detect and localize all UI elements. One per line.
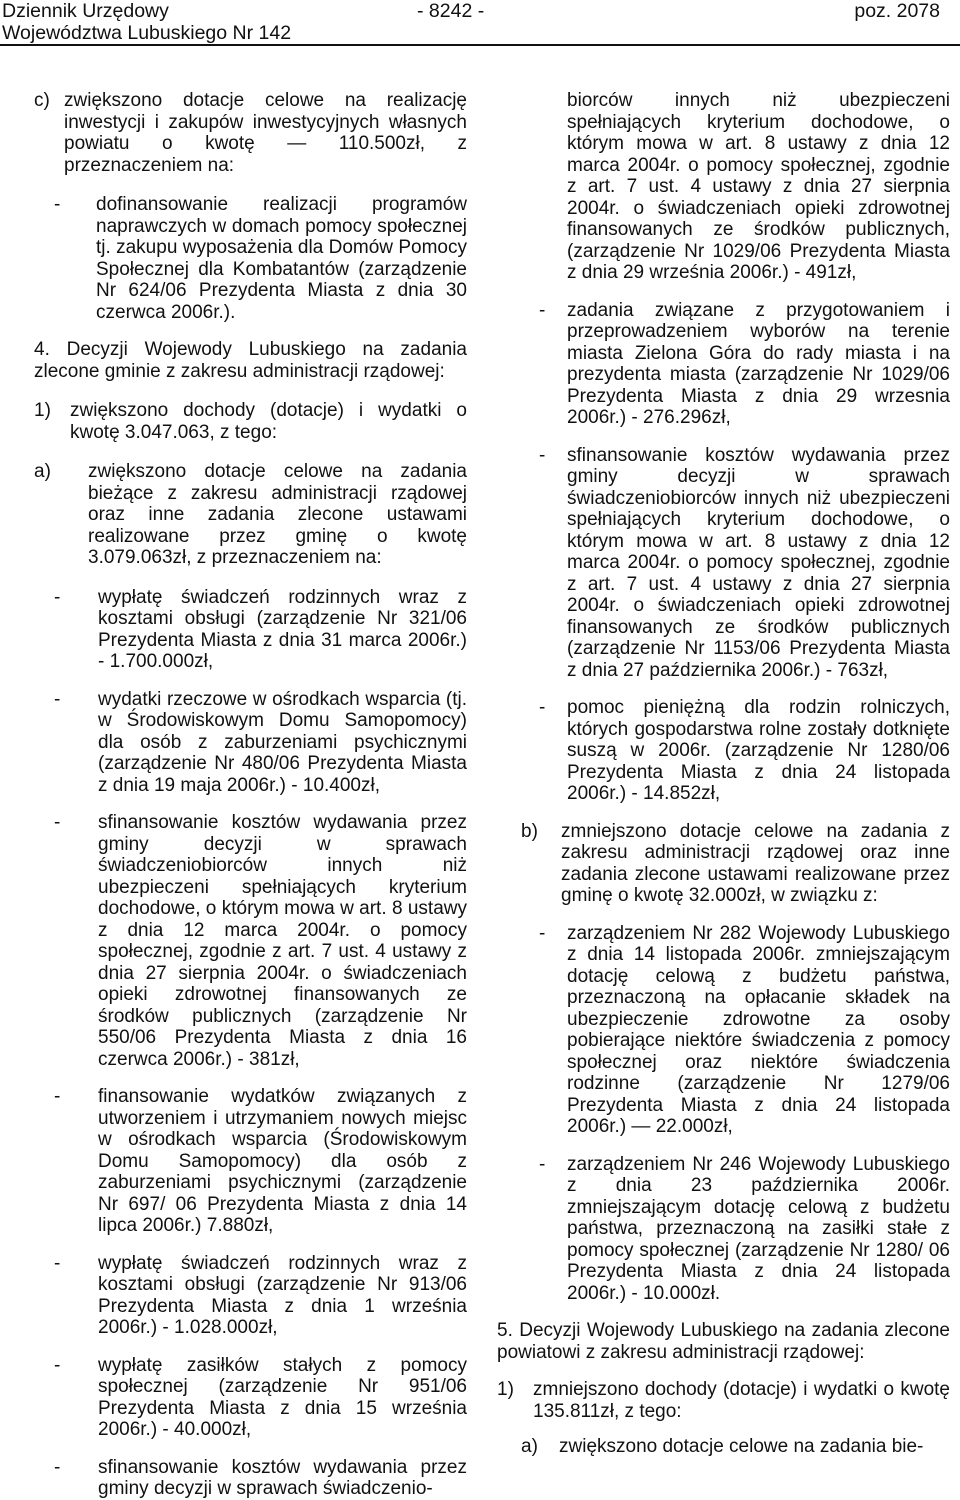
item-b [497, 821, 950, 907]
section-4-heading: 4. Decyzji Wojewody Lubuskiego na zadania zlecone gminie z zakresu administracji rządowej: [34, 339, 467, 382]
dash-marker: - [54, 586, 61, 608]
item-a [497, 1436, 950, 1458]
dash-item [34, 587, 467, 673]
dash-text: wypłatę zasiłków stałych z pomocy społecznej (zarządzenie Nr 951/06 Prezydenta Miasta z dnia 15 września 2006r.) - 40.000zł, [98, 1354, 467, 1440]
continuation-text [497, 90, 950, 284]
item-text: zmniejszono dochody (dotacje) i wydatki o kwotę 135.811zł, z tego: [533, 1379, 950, 1422]
dash-text: zadania związane z przygotowaniem i przeprowadzeniem wyborów na terenie miasta Zielona Góra do rady miasta i na prezydenta miasta (zarządzenie Nr 1029/06 Prezydenta Miasta z dnia 29 wrzesnia 2006r.) - 276.296zł, [567, 299, 950, 428]
dash-marker: - [54, 1252, 61, 1274]
header-rule [0, 44, 960, 46]
position-number: poz. 2078 [854, 0, 940, 22]
dash-text: biorców innych niż ubezpieczeni spełniających kryterium dochodowe, o którym mowa w art. 8 ustawy z dnia 12 marca 2004r. o pomocy społecznej, zgodnie z art. 7 ust. 4 ustawy z dnia 27 sierpnia 2004r. o świadczeniach opieki zdrowotnej finansowanych ze środków publicznych, (zarządzenie Nr 1029/06 Prezydenta Miasta z dnia 29 września 2006r.) - 491zł, [567, 90, 950, 283]
item-marker: c) [34, 90, 50, 111]
item-marker: a) [34, 461, 51, 482]
dash-marker: - [54, 194, 61, 215]
dash-text: zarządzeniem Nr 246 Wojewody Lubuskiego z dnia 23 października 2006r. zmniejszającym dotację celową z budżetu państwa, przeznaczoną na zasiłki stałe z pomocy społecznej (zarządzenie Nr 1280/ 06 Prezydenta Miasta z dnia 24 listopada 2006r.) - 10.000zł. [567, 1153, 950, 1304]
dash-item [497, 1154, 950, 1305]
dash-item [34, 1253, 467, 1339]
dash-text: wydatki rzeczowe w ośrodkach wsparcia (tj. w Środowiskowym Domu Samopomocy) dla osób z zaburzeniami psychicznymi (zarządzenie Nr 480/06 Prezydenta Miasta z dnia 19 maja 2006r.) - 10.400zł, [98, 688, 467, 796]
dash-text: sfinansowanie kosztów wydawania przez gminy decyzji w sprawach świadczeniobiorców innych niż ubezpieczeni spełniających kryterium dochodowe, o którym mowa w art. 8 ustawy z dnia 12 marca 2004r. o pomocy społecznej, zgodnie z art. 7 ust. 4 ustawy z dnia 27 sierpnia 2004r. o świadczeniach opieki zdrowotnej finansowanych ze środków publicznych (zarządzenie Nr 550/06 Prezydenta Miasta z dnia 16 czerwca 2006r.) - 381zł, [98, 812, 467, 1070]
dash-text: sfinansowanie kosztów wydawania przez gminy decyzji w sprawach świadczenio- [98, 1456, 467, 1499]
item-text: zwiększono dochody (dotacje) i wydatki o kwotę 3.047.063, z tego: [70, 400, 467, 443]
dash-item [34, 1355, 467, 1441]
dash-item [497, 923, 950, 1138]
dash-text: dofinansowanie realizacji programów naprawczych w domach pomocy społecznej tj. zakupu wyposażenia dla Domów Pomocy Społecznej dla Kombatantów (zarządzenie Nr 624/06 Prezydenta Miasta z dnia 30 czerwca 2006r.). [96, 194, 467, 323]
item-a [34, 461, 467, 569]
item-marker: b) [521, 820, 538, 842]
item-marker: 1) [34, 400, 51, 421]
dash-item [497, 300, 950, 429]
dash-marker: - [539, 299, 546, 321]
dash-marker: - [539, 922, 546, 944]
dash-marker: - [539, 444, 546, 466]
dash-item [34, 194, 467, 323]
journal-title: Dziennik Urzędowy [2, 0, 169, 22]
dash-item [34, 1457, 467, 1500]
dash-marker: - [54, 688, 61, 710]
dash-text: sfinansowanie kosztów wydawania przez gminy decyzji w sprawach świadczeniobiorców innych niż ubezpieczeni spełniających kryterium dochodowe, o którym mowa w art. 8 ustawy z dnia 12 marca 2004r. o pomocy społecznej, zgodnie z art. 7 ust. 4 ustawy z dnia 27 sierpnia 2004r. o świadczeniach opieki zdrowotnej finansowanych ze środków publicznych (zarządzenie Nr 1153/06 Prezydenta Miasta z dnia 27 października 2006r.) - 763zł, [567, 444, 950, 681]
dash-marker: - [54, 1456, 61, 1478]
dash-item [34, 689, 467, 797]
province-title: Województwa Lubuskiego Nr 142 [2, 22, 292, 44]
item-marker: a) [521, 1436, 538, 1457]
item-marker: 1) [497, 1379, 514, 1400]
item-1 [34, 400, 467, 443]
left-column [34, 90, 467, 1500]
dash-item [34, 1086, 467, 1237]
dash-marker: - [539, 1153, 546, 1175]
dash-text: wypłatę świadczeń rodzinnych wraz z kosztami obsługi (zarządzenie Nr 913/06 Prezydenta Miasta z dnia 1 września 2006r.) - 1.028.000zł, [98, 1252, 467, 1338]
dash-text: pomoc pieniężną dla rodzin rolniczych, których gospodarstwa rolne zostały dotknięte suszą w 2006r. (zarządzenie Nr 1280/06 Prezydenta Miasta z dnia 24 listopada 2006r.) - 14.852zł, [567, 697, 950, 804]
page-header [0, 0, 960, 44]
dash-text: finansowanie wydatków związanych z utworzeniem i utrzymaniem nowych miejsc w ośrodkach wsparcia (Środowiskowym Domu Samopomocy) dla osób z zaburzeniami psychicznymi (zarządzenie Nr 697/ 06 Prezydenta Miasta z dnia 14 lipca 2006r.) 7.880zł, [98, 1086, 467, 1236]
item-text: zwiększono dotacje celowe na zadania bie- [559, 1436, 924, 1457]
item-text: zwiększono dotacje celowe na realizację inwestycji i zakupów inwestycyjnych własnych powiatu o kwotę — 110.500zł, z przeznaczeniem na: [64, 90, 467, 176]
dash-item [497, 445, 950, 682]
dash-text: zarządzeniem Nr 282 Wojewody Lubuskiego z dnia 14 listopada 2006r. zmniejszającym dotację celową z budżetu państwa, przeznaczoną na opłacanie składek na ubezpieczenie zdrowotne za osoby pobierające niektóre świadczenia z pomocy społecznej oraz niektóre świadczenia rodzinne (zarządzenie Nr 1279/06 Prezydenta Miasta z dnia 24 listopada 2006r.) — 22.000zł, [567, 922, 950, 1137]
item-text: zmniejszono dotacje celowe na zadania z zakresu administracji rządowej oraz inne zadania zlecone ustawami realizowane przez gminę o kwotę 32.000zł, w związku z: [561, 820, 950, 906]
section-5-heading: 5. Decyzji Wojewody Lubuskiego na zadania zlecone powiatowi z zakresu administracji rządowej: [497, 1320, 950, 1363]
dash-item [34, 812, 467, 1070]
dash-marker: - [54, 1354, 61, 1376]
item-text: zwiększono dotacje celowe na zadania bieżące z zakresu administracji rządowej oraz inne zadania zlecone ustawami realizowane przez gminę o kwotę 3.079.063zł, z przeznaczeniem na: [88, 461, 467, 568]
page-number: - 8242 - [417, 0, 485, 22]
item-c [34, 90, 467, 176]
dash-marker: - [54, 812, 61, 833]
dash-marker: - [539, 697, 546, 718]
dash-marker: - [54, 1086, 61, 1107]
right-column [497, 90, 950, 1458]
item-1 [497, 1379, 950, 1422]
dash-text: wypłatę świadczeń rodzinnych wraz z kosztami obsługi (zarządzenie Nr 321/06 Prezydenta Miasta z dnia 31 marca 2006r.) - 1.700.000zł, [98, 586, 467, 672]
dash-item [497, 697, 950, 805]
